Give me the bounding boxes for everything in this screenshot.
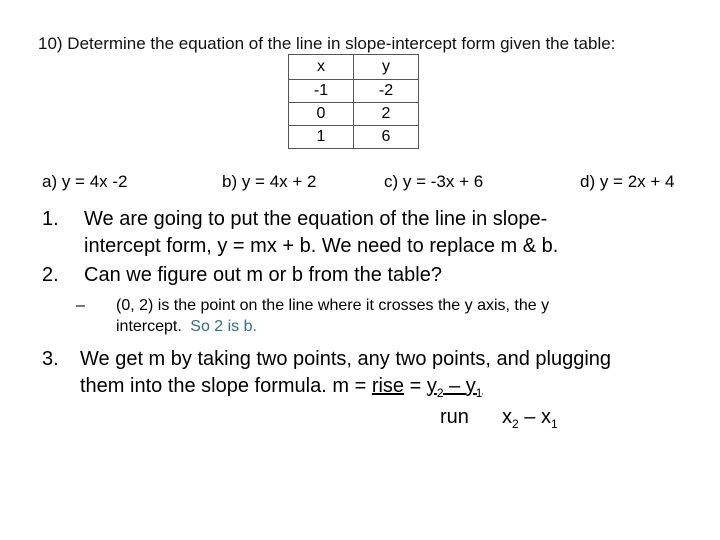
y1-var: y [465, 375, 476, 397]
step-3-line-2-text: them into the slope formula. m = [80, 375, 367, 397]
table-header-row [289, 55, 419, 80]
table-cell: 0 [289, 103, 354, 126]
table-cell: 6 [354, 126, 419, 149]
choice-a: a) y = 4x -2 [42, 172, 128, 191]
step-2-line-1: Can we figure out m or b from the table? [84, 264, 442, 286]
table-row [289, 103, 419, 126]
question-text: 10) Determine the equation of the line in slope-intercept form given the table: [38, 34, 616, 53]
table-header-y: y [354, 55, 419, 80]
x1-var: x [540, 406, 551, 428]
y-difference [426, 375, 483, 400]
choice-d: d) y = 2x + 4 [580, 172, 675, 191]
sub-bullet-dash: – [76, 297, 85, 314]
sub-line-2-highlight: So 2 is b. [190, 318, 257, 335]
x2-var: x [502, 406, 512, 428]
sub-line-1: (0, 2) is the point on the line where it crosses the y axis, the y [116, 297, 550, 314]
y2-subscript: 2 [436, 386, 444, 400]
x-difference [502, 404, 558, 438]
rise-label: rise [371, 375, 405, 397]
choice-c: c) y = -3x + 6 [384, 172, 484, 191]
equals-sign: = [409, 375, 422, 397]
sub-line-2 [116, 317, 257, 337]
step-3-line-1: We get m by taking two points, any two points, and plugging [80, 348, 612, 370]
x-minus-sign: – [518, 406, 541, 428]
run-label: run [440, 406, 469, 428]
table-row [289, 126, 419, 149]
xy-table [288, 54, 419, 149]
table-cell: 2 [354, 103, 419, 126]
sub-line-2-text: intercept. [116, 318, 182, 335]
y1-subscript: 1 [475, 386, 483, 400]
y-minus-sign: – [443, 375, 466, 397]
table-cell: -1 [289, 80, 354, 103]
step-1-line-2: intercept form, y = mx + b. We need to replace m & b. [84, 235, 559, 257]
table-header-x: x [289, 55, 354, 80]
x1-subscript: 1 [550, 417, 558, 431]
table-cell: -2 [354, 80, 419, 103]
step-3-line-2 [80, 373, 482, 407]
choice-b: b) y = 4x + 2 [222, 172, 317, 191]
table-cell: 1 [289, 126, 354, 149]
step-2-number: 2. [42, 264, 59, 286]
y2-var: y [426, 375, 437, 397]
step-3-number: 3. [42, 348, 59, 370]
step-1-number: 1. [42, 208, 59, 230]
step-1-line-1: We are going to put the equation of the line in slope- [84, 208, 548, 230]
table-row [289, 80, 419, 103]
x2-subscript: 2 [512, 417, 519, 431]
